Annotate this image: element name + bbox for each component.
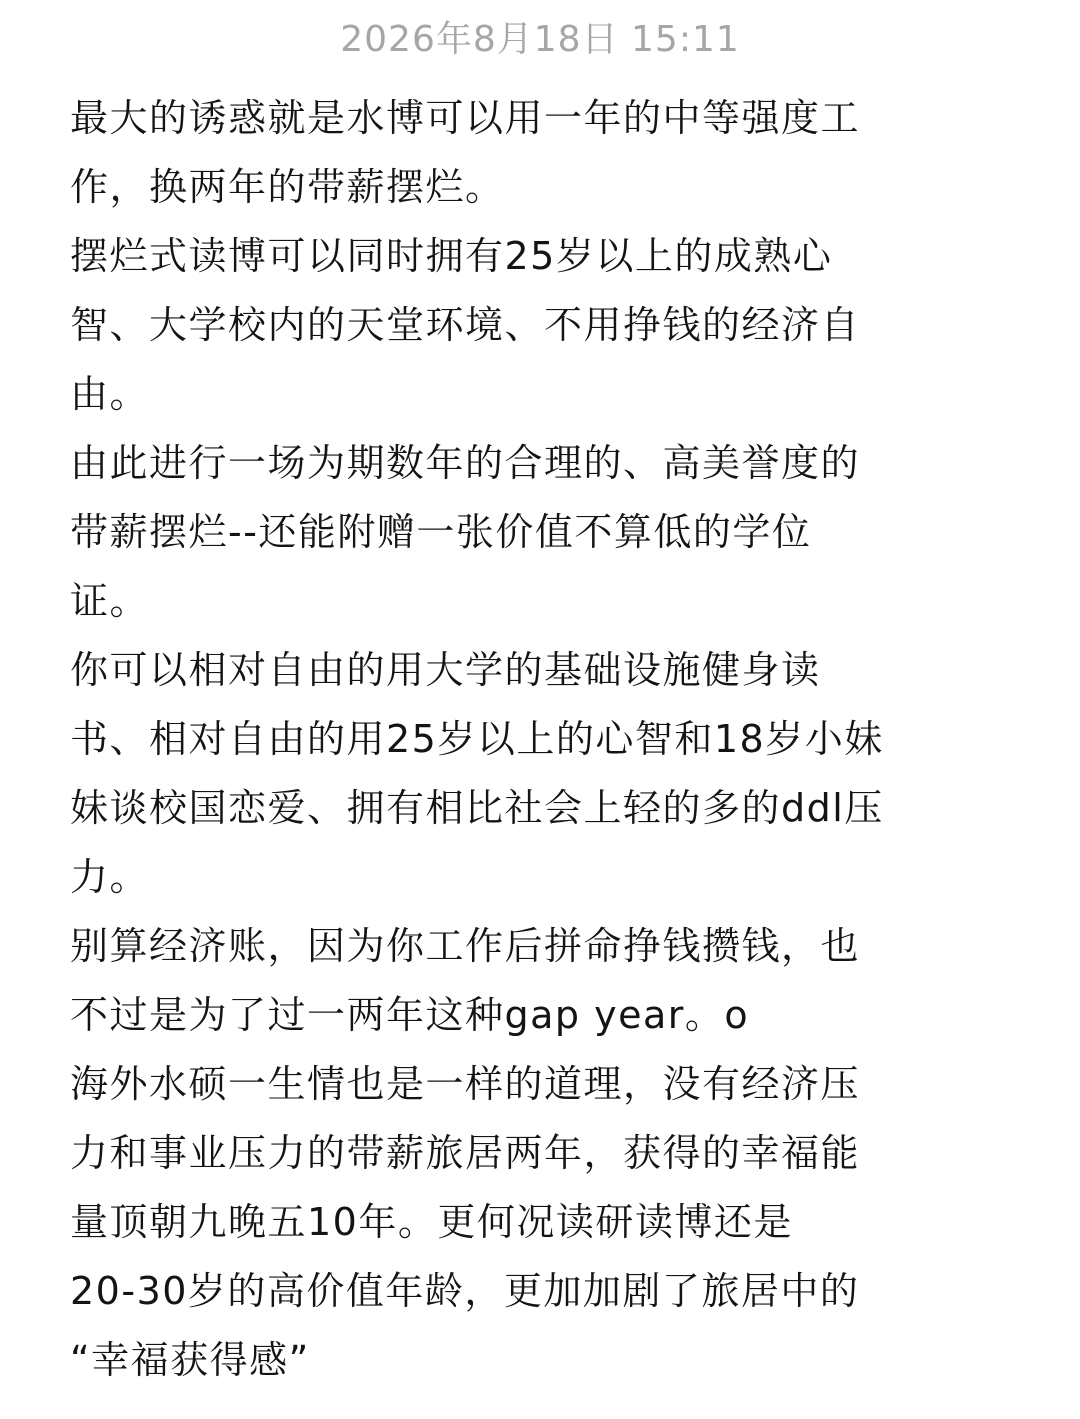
note-line: 你可以相对自由的用大学的基础设施健身读 (70, 648, 821, 692)
note-line: 作，换两年的带薪摆烂。 (70, 165, 505, 209)
note-line: 智、大学校内的天堂环境、不用挣钱的经济自 (70, 303, 861, 347)
note-line: 不过是为了过一两年这种gap year。o (70, 993, 750, 1037)
note-line: 证。 (70, 579, 150, 623)
note-line: 摆烂式读博可以同时拥有25岁以上的成熟心 (70, 234, 833, 278)
note-line: 量顶朝九晚五10年。更何况读研读博还是 (70, 1200, 793, 1244)
note-line: 海外水硕一生情也是一样的道理，没有经济压 (70, 1062, 861, 1106)
note-line: 带薪摆烂--还能附赠一张价值不算低的学位 (70, 510, 812, 554)
note-line: 最大的诱惑就是水博可以用一年的中等强度工 (70, 96, 861, 140)
note-line: 力。 (70, 855, 150, 899)
note-line: 力和事业压力的带薪旅居两年，获得的幸福能 (70, 1131, 861, 1175)
note-timestamp: 2026年8月18日 15:11 (340, 19, 740, 60)
note-line: 由此进行一场为期数年的合理的、高美誉度的 (70, 441, 861, 485)
note-line: 妹谈校国恋爱、拥有相比社会上轻的多的ddl压 (70, 786, 884, 830)
note-line: 书、相对自由的用25岁以上的心智和18岁小妹 (70, 717, 884, 761)
note-line: 20-30岁的高价值年龄，更加加剧了旅居中的 (70, 1269, 860, 1313)
note-line: 由。 (70, 372, 150, 416)
note-line: “幸福获得感” (70, 1338, 310, 1382)
note-body[interactable] (70, 84, 1020, 1395)
note-line: 别算经济账，因为你工作后拼命挣钱攒钱，也 (70, 924, 861, 968)
